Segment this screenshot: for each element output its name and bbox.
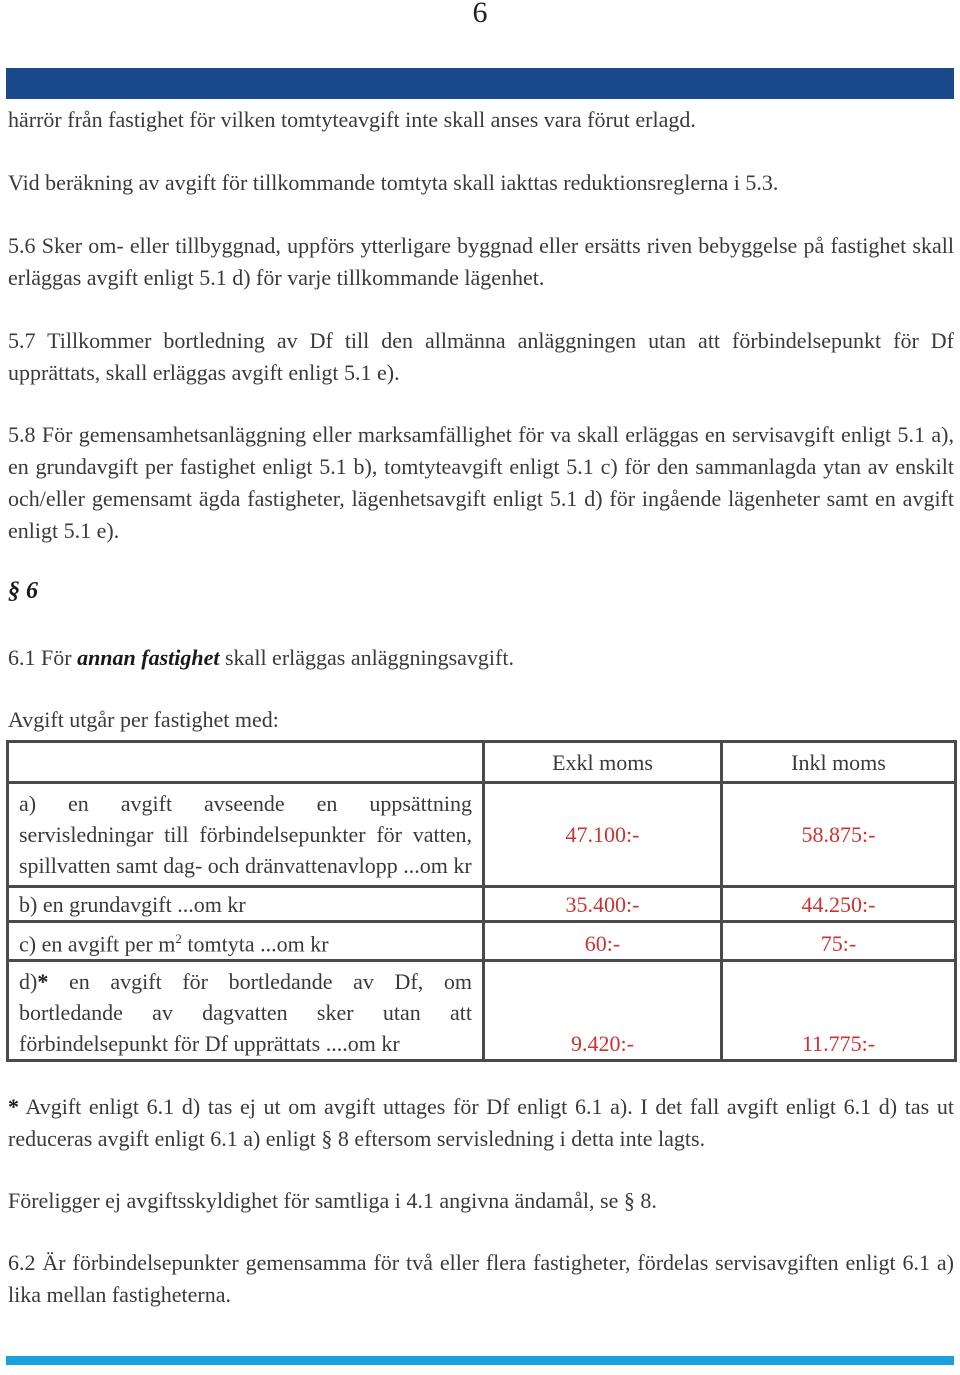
footnote-text: Avgift enligt 6.1 d) tas ej ut om avgift uttages för Df enligt 6.1 a). I det fall avgift enligt 6.1 d) tas ut reduceras avgift enligt 6.1 a) enligt § 8 eftersom servisledning i detta inte lagts. (8, 1094, 954, 1151)
row-c-label-post: tomtyta ...om kr (181, 931, 329, 957)
header-blank (8, 742, 484, 783)
row-c-label-sup: 2 (175, 931, 182, 946)
row-d-incl: 11.775:- (722, 961, 956, 1061)
table-row (8, 783, 956, 887)
table-row (8, 887, 956, 922)
table-row (8, 922, 956, 961)
paragraph-no-obligation: Föreligger ej avgiftsskyldighet för samtliga i 4.1 angivna ändamål, se § 8. (8, 1188, 657, 1213)
intro-emphasis: annan fastighet (77, 645, 220, 670)
paragraph-6-2: 6.2 Är förbindelsepunkter gemensamma för två eller flera fastigheter, fördelas servisavgiften enligt 6.1 a) lika mellan fastigheterna. (8, 1250, 954, 1307)
fee-table (6, 740, 957, 1062)
row-a-incl: 58.875:- (722, 783, 956, 887)
row-d-label (8, 961, 484, 1061)
footnote (8, 1091, 954, 1155)
row-c-incl: 75:- (722, 922, 956, 961)
intro-prefix: 6.1 För (8, 645, 78, 670)
row-a-label: a) en avgift avseende en uppsättning servisledningar till förbindelsepunkter för vatten, spillvatten samt dag- och dränvattenavlopp ...om kr (8, 783, 484, 887)
row-a-excl: 47.100:- (484, 783, 722, 887)
header-excl-vat: Exkl moms (484, 742, 722, 783)
row-c-label (8, 922, 484, 961)
paragraph-6-1 (8, 642, 954, 674)
paragraph-continuation: härrör från fastighet för vilken tomtyteavgift inte skall anses vara förut erlagd. (8, 107, 696, 132)
header-incl-vat: Inkl moms (722, 742, 956, 783)
table-row (8, 961, 956, 1061)
row-d-excl: 9.420:- (484, 961, 722, 1061)
footer-bar (6, 1356, 954, 1365)
row-c-excl: 60:- (484, 922, 722, 961)
paragraph-reduction-rules: Vid beräkning av avgift för tillkommande tomtyta skall iakttas reduktionsreglerna i 5.3. (8, 170, 779, 195)
header-bar (6, 68, 954, 99)
row-b-incl: 44.250:- (722, 887, 956, 922)
table-header-row (8, 742, 956, 783)
section-heading: § 6 (8, 578, 38, 604)
paragraph-5-8: 5.8 För gemensamhetsanläggning eller marksamfällighet för va skall erläggas en servisavgift enligt 5.1 a), en grundavgift per fastighet enligt 5.1 b), tomtyteavgift enligt 5.1 c) för den sammanlagda ytan av enskilt och/eller gemensamt ägda fastigheter, lägenhetsavgift enligt 5.1 d) för ingående lägenheter samt en avgift enligt 5.1 e). (8, 422, 954, 543)
row-b-excl: 35.400:- (484, 887, 722, 922)
table-caption: Avgift utgår per fastighet med: (8, 707, 279, 732)
page-number: 6 (472, 0, 488, 29)
paragraph-5-6: 5.6 Sker om- eller tillbyggnad, uppförs ytterligare byggnad eller ersätts riven bebyggelse på fastighet skall erläggas avgift enligt 5.1 d) för varje tillkommande lägenhet. (8, 233, 954, 290)
row-d-label-pre: d) (19, 969, 38, 995)
footnote-asterisk: * (8, 1094, 19, 1119)
row-b-label: b) en grundavgift ...om kr (8, 887, 484, 922)
row-d-label-post: en avgift för bortledande av Df, om bortledande av dagvatten sker utan att förbindelsepunkt för Df upprättats ....om kr (19, 969, 472, 1057)
row-c-label-pre: c) en avgift per m (19, 931, 176, 957)
paragraph-5-7: 5.7 Tillkommer bortledning av Df till den allmänna anläggningen utan att förbindelsepunkt för Df upprättats, skall erläggas avgift enligt 5.1 e). (8, 328, 954, 385)
intro-suffix: skall erläggas anläggningsavgift. (219, 645, 514, 670)
row-d-asterisk: * (37, 969, 49, 995)
